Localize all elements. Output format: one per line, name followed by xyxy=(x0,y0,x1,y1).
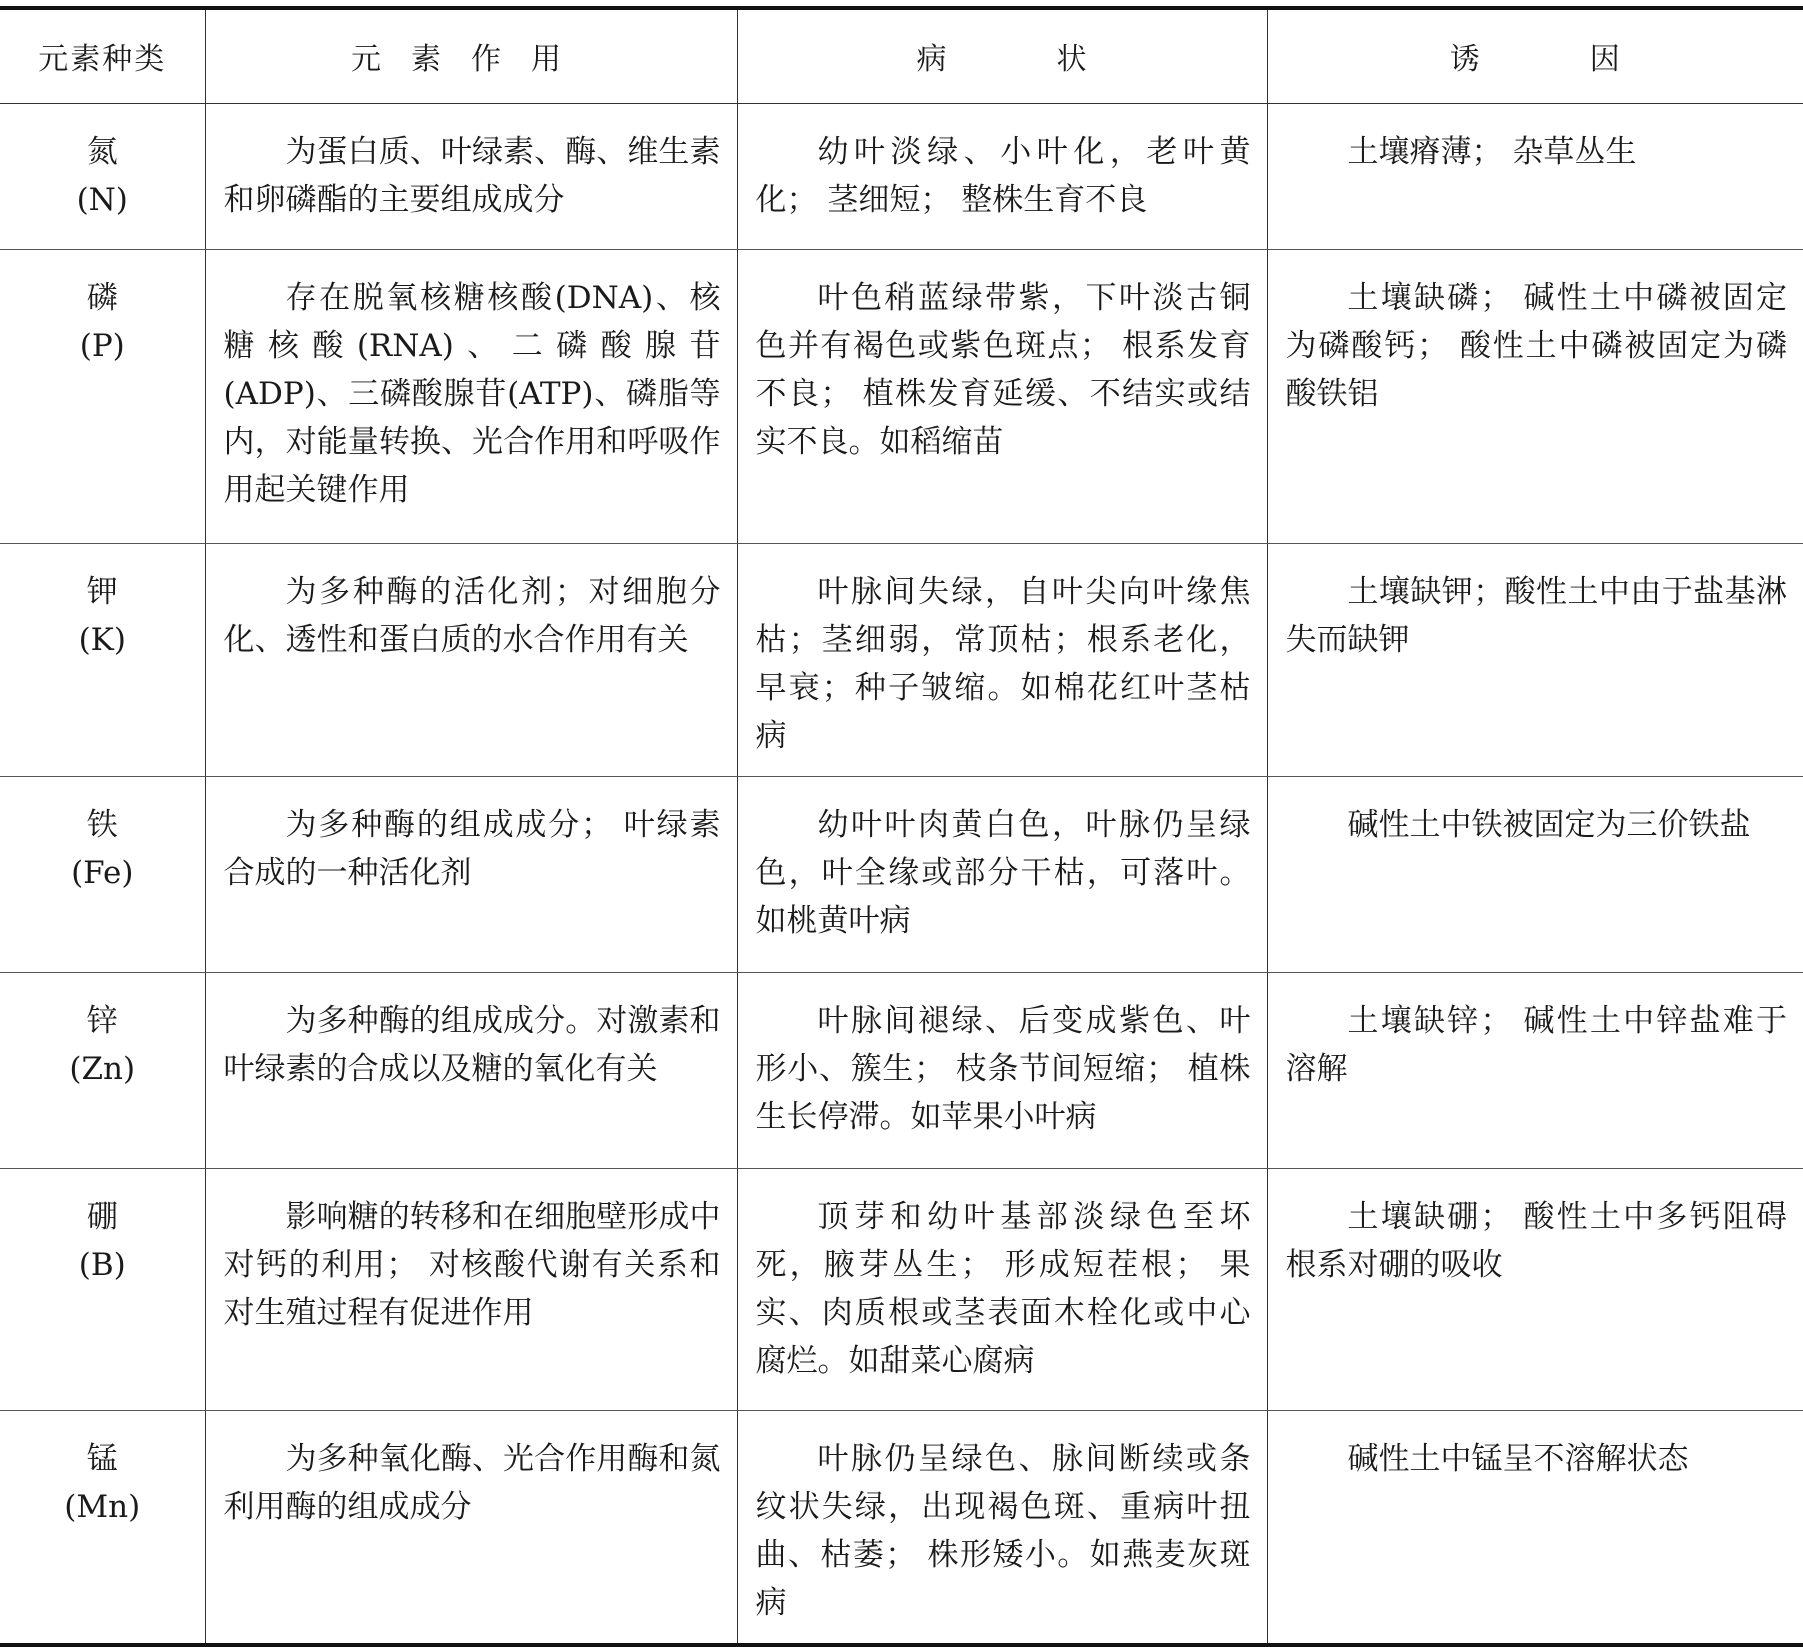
table-row xyxy=(0,103,1803,249)
table-body xyxy=(0,103,1803,1645)
causes-text: 碱性土中锰呈不溶解状态 xyxy=(1347,1440,1689,1477)
header-causes: 诱因 xyxy=(1267,8,1803,103)
table-row xyxy=(0,543,1803,776)
element-symbol: (Fe) xyxy=(71,854,134,891)
causes-text: 碱性土中铁被固定为三价铁盐 xyxy=(1347,806,1751,843)
symptoms-text: 叶脉仍呈绿色、脉间断续或条纹状失绿，出现褐色斑、重病叶扭曲、枯萎； 株形矮小。如燕麦灰斑病 xyxy=(755,1440,1251,1621)
causes-cell xyxy=(1267,543,1803,776)
element-cell xyxy=(0,103,205,249)
element-name: 锌 xyxy=(86,1002,118,1039)
nutrient-deficiency-table xyxy=(0,6,1803,1647)
causes-text: 土壤缺钾；酸性土中由于盐基淋失而缺钾 xyxy=(1285,573,1787,658)
header-element-type: 元素种类 xyxy=(0,8,205,103)
function-text: 为多种氧化酶、光合作用酶和氮利用酶的组成成分 xyxy=(223,1440,721,1525)
function-text: 影响糖的转移和在细胞壁形成中对钙的利用； 对核酸代谢有关系和对生殖过程有促进作用 xyxy=(223,1198,721,1331)
table-row xyxy=(0,1410,1803,1645)
element-name: 氮 xyxy=(86,133,118,170)
symptoms-cell xyxy=(737,103,1267,249)
element-symbol: (P) xyxy=(79,327,125,364)
symptoms-text: 幼叶叶肉黄白色，叶脉仍呈绿色，叶全缘或部分干枯，可落叶。如桃黄叶病 xyxy=(755,806,1251,939)
function-cell xyxy=(205,103,737,249)
function-text: 为多种酶的组成成分。对激素和叶绿素的合成以及糖的氧化有关 xyxy=(223,1002,721,1087)
element-cell xyxy=(0,972,205,1168)
symptoms-cell xyxy=(737,1410,1267,1645)
element-symbol: (K) xyxy=(78,621,126,658)
element-name: 硼 xyxy=(86,1198,118,1235)
element-symbol: (B) xyxy=(78,1246,126,1283)
table-row xyxy=(0,972,1803,1168)
symptoms-text: 叶脉间失绿，自叶尖向叶缘焦枯；茎细弱，常顶枯；根系老化，早衰；种子皱缩。如棉花红叶茎枯病 xyxy=(755,573,1251,754)
function-cell xyxy=(205,543,737,776)
element-symbol: (Zn) xyxy=(69,1050,136,1087)
causes-cell xyxy=(1267,249,1803,543)
element-name: 铁 xyxy=(86,806,118,843)
symptoms-cell xyxy=(737,1168,1267,1410)
function-cell xyxy=(205,972,737,1168)
table-row xyxy=(0,776,1803,972)
function-cell xyxy=(205,776,737,972)
causes-cell xyxy=(1267,103,1803,249)
element-symbol: (N) xyxy=(76,181,128,218)
table-row xyxy=(0,249,1803,543)
symptoms-cell xyxy=(737,776,1267,972)
element-name: 锰 xyxy=(86,1440,118,1477)
element-cell xyxy=(0,543,205,776)
header-row xyxy=(0,8,1803,103)
causes-cell xyxy=(1267,1168,1803,1410)
element-name: 磷 xyxy=(86,279,118,316)
causes-text: 土壤缺磷； 碱性土中磷被固定为磷酸钙； 酸性土中磷被固定为磷酸铁铝 xyxy=(1285,279,1787,412)
element-cell xyxy=(0,1410,205,1645)
table-row xyxy=(0,1168,1803,1410)
function-cell xyxy=(205,1168,737,1410)
symptoms-cell xyxy=(737,543,1267,776)
element-cell xyxy=(0,776,205,972)
function-text: 为多种酶的组成成分； 叶绿素合成的一种活化剂 xyxy=(223,806,721,891)
function-text: 为蛋白质、叶绿素、酶、维生素和卵磷酯的主要组成成分 xyxy=(223,133,721,218)
nutrient-table-container xyxy=(0,6,1803,1621)
table-header xyxy=(0,8,1803,103)
element-cell xyxy=(0,1168,205,1410)
element-symbol: (Mn) xyxy=(64,1488,141,1525)
symptoms-text: 叶色稍蓝绿带紫，下叶淡古铜色并有褐色或紫色斑点； 根系发育不良； 植株发育延缓、不结实或结实不良。如稻缩苗 xyxy=(755,279,1251,460)
function-text: 存在脱氧核糖核酸(DNA)、核糖核酸(RNA)、二磷酸腺苷(ADP)、三磷酸腺苷(ATP)、磷脂等内，对能量转换、光合作用和呼吸作用起关键作用 xyxy=(223,279,721,508)
causes-text: 土壤瘠薄； 杂草丛生 xyxy=(1347,133,1637,170)
causes-text: 土壤缺锌； 碱性土中锌盐难于溶解 xyxy=(1285,1002,1787,1087)
causes-cell xyxy=(1267,776,1803,972)
symptoms-cell xyxy=(737,249,1267,543)
causes-cell xyxy=(1267,972,1803,1168)
causes-text: 土壤缺硼； 酸性土中多钙阻碍根系对硼的吸收 xyxy=(1285,1198,1787,1283)
symptoms-text: 幼叶淡绿、小叶化，老叶黄化； 茎细短； 整株生育不良 xyxy=(755,133,1251,218)
causes-cell xyxy=(1267,1410,1803,1645)
symptoms-text: 顶芽和幼叶基部淡绿色至坏死，腋芽丛生； 形成短茬根； 果实、肉质根或茎表面木栓化或中心腐烂。如甜菜心腐病 xyxy=(755,1198,1251,1379)
element-name: 钾 xyxy=(86,573,118,610)
header-function: 元素作用 xyxy=(205,8,737,103)
symptoms-text: 叶脉间褪绿、后变成紫色、叶形小、簇生； 枝条节间短缩； 植株生长停滞。如苹果小叶病 xyxy=(755,1002,1251,1135)
symptoms-cell xyxy=(737,972,1267,1168)
header-symptoms: 病状 xyxy=(737,8,1267,103)
function-cell xyxy=(205,249,737,543)
element-cell xyxy=(0,249,205,543)
function-cell xyxy=(205,1410,737,1645)
function-text: 为多种酶的活化剂；对细胞分化、透性和蛋白质的水合作用有关 xyxy=(223,573,721,658)
